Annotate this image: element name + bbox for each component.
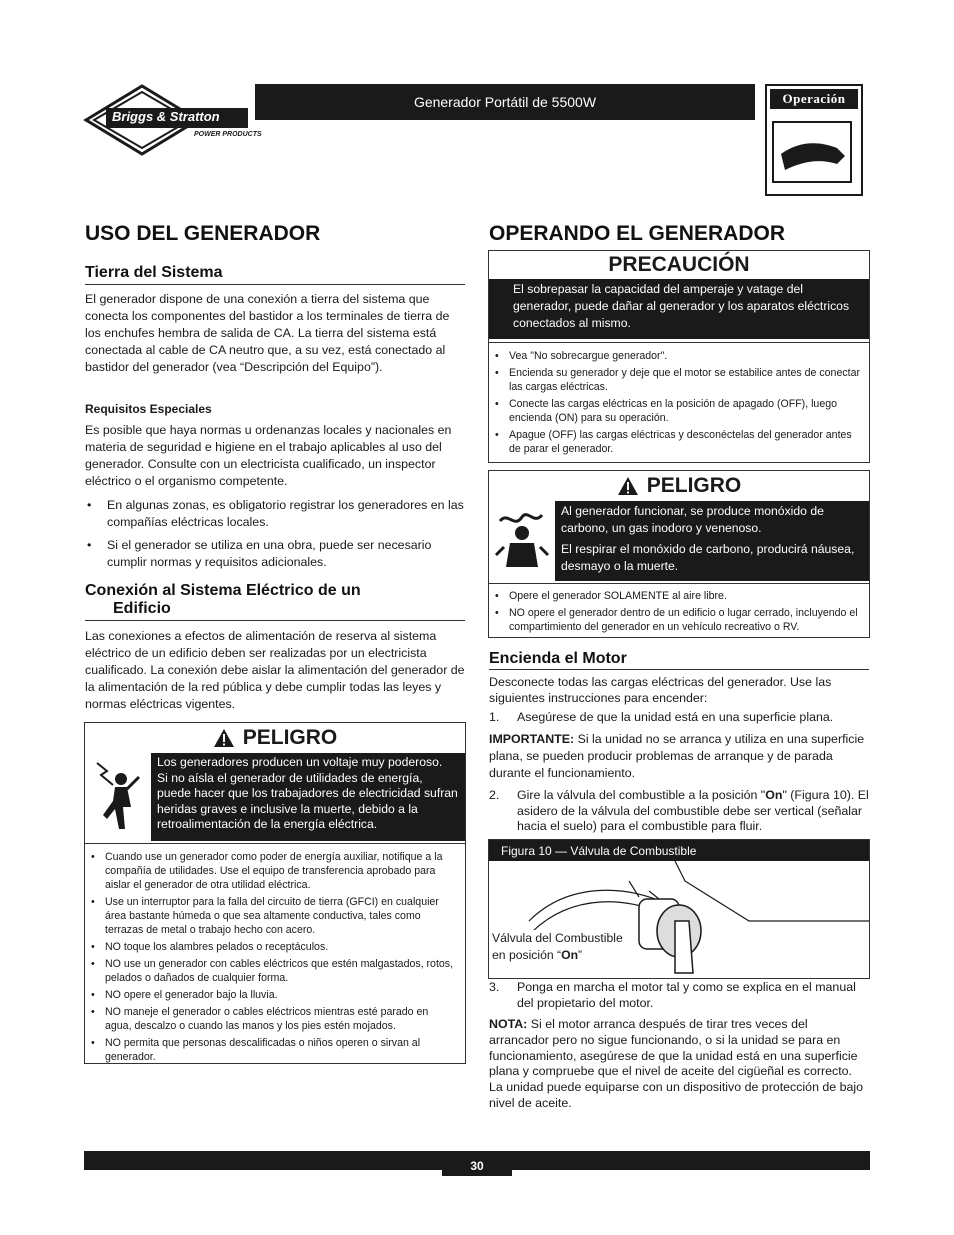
- warning-triangle-icon: [617, 476, 639, 496]
- requisitos-list: [85, 497, 465, 571]
- encienda-step-2: [489, 788, 869, 835]
- importante-label: IMPORTANTE:: [489, 732, 575, 746]
- encienda-heading-block: [489, 650, 869, 670]
- electric-shock-icon: [85, 753, 151, 837]
- encienda-intro: Desconecte todas las cargas eléctricas del generador. Use las siguientes instrucciones para encender:: [489, 675, 832, 705]
- peligro-dark-line: Si no aísla el generador de utilidades de energía, puede hacer que los trabajadores de electricidad sufran heridas graves e inclusive la muerte, debido a la retroalimentación de la energía eléctrica.: [157, 770, 458, 831]
- peligro-right-bullets-area: [489, 583, 869, 634]
- figure-label-text: en posición “: [492, 948, 562, 962]
- list-item: • Apague (OFF) las cargas eléctricas y desconéctelas del generador antes de parar el generador.: [493, 428, 861, 456]
- step-text-on: On: [765, 788, 783, 802]
- peligro-title: PELIGRO: [242, 726, 338, 749]
- encienda-heading: Encienda el Motor: [489, 650, 627, 667]
- nota-paragraph: [489, 1017, 869, 1112]
- conexion-heading-block: [85, 582, 465, 621]
- requisitos-paragraph: Es posible que haya normas u ordenanzas locales y nacionales en materia de seguridad e higiene en el trabajo aplicables al uso del generador. Consulte con un electricista cualificado, un inspector eléctrico o el organismo competente.: [85, 423, 452, 488]
- peligro-dark-line: El respirar el monóxido de carbono, producirá náusea, desmayo o la muerte.: [561, 542, 855, 573]
- nota-text: Si el motor arranca después de tirar tres veces del arrancador pero no sigue funcionando, o si la unidad se para en funcionamiento, asegúrese de que la unidad está en una superficie plana y compruebe que el nivel de aceite del cigüeñal es correcto. La unidad puede equiparse con un dispositivo de protección de bajo nivel de aceite.: [489, 1017, 864, 1110]
- operation-pull-icon: [767, 112, 857, 192]
- header-title-bar: [255, 84, 755, 120]
- list-item: • Opere el generador SOLAMENTE al aire libre.: [493, 589, 861, 603]
- step-number: 3.: [489, 980, 500, 994]
- conexion-heading-line2: Edificio: [113, 600, 171, 617]
- figure-caption-bar: [489, 840, 869, 861]
- peligro-right-dark-text: [555, 501, 869, 581]
- peligro-box-left: [84, 722, 466, 1064]
- step-text: Ponga en marcha el motor tal y como se explica en el manual del propietario del motor.: [517, 980, 856, 1010]
- figure-label-line1: Válvula del Combustible: [492, 931, 623, 945]
- page-number: [442, 1155, 512, 1176]
- list-item: • NO toque los alambres pelados o receptáculos.: [89, 940, 457, 954]
- peligro-dark-line: Los generadores producen un voltaje muy poderoso.: [157, 755, 443, 769]
- warning-triangle-icon: [213, 728, 235, 748]
- precaucion-box: [488, 250, 870, 463]
- precaucion-dark-text: [489, 279, 869, 339]
- figure-label-close: ”: [578, 948, 583, 962]
- left-section-heading: USO DEL GENERADOR: [85, 222, 321, 245]
- peligro-right-header: [489, 471, 869, 501]
- peligro-right-warning-row: [489, 501, 869, 581]
- list-item: • NO permita que personas descalificadas o niños operen o sirvan al generador.: [89, 1036, 457, 1064]
- conexion-heading-line1: Conexión al Sistema Eléctrico de un: [85, 582, 361, 599]
- peligro-warning-row: [85, 753, 465, 841]
- precaucion-dark-para: El sobrepasar la capacidad del amperaje y vatage del generador, puede dañar al generador y los aparatos eléctricos conectados al mismo.: [513, 282, 850, 330]
- figure-10: [488, 839, 870, 979]
- figure-label-on: On: [561, 948, 579, 962]
- list-item: • NO use un generador con cables eléctricos que estén malgastados, rotos, pelados o dañados de cualquier forma.: [89, 957, 457, 985]
- nota-label: NOTA:: [489, 1017, 528, 1031]
- section-badge: [765, 84, 863, 196]
- peligro-right-title: PELIGRO: [646, 474, 742, 497]
- importante-note: [489, 731, 869, 782]
- tierra-heading-block: [85, 264, 465, 285]
- tierra-paragraph: El generador dispone de una conexión a tierra del sistema que conecta los componentes del bastidor a los terminales de tierra de los enchufes hembra de salida de CA. La tierra del sistema está conectada al cable de CA neutro que, a su vez, está conectado al bastidor del generador (vea “Descripción del Equipo”).: [85, 292, 450, 374]
- briggs-stratton-logo: [82, 84, 262, 156]
- right-section-heading: OPERANDO EL GENERADOR: [489, 222, 785, 245]
- tierra-heading: Tierra del Sistema: [85, 264, 223, 281]
- figure-label-line2: [492, 947, 623, 964]
- list-item: • NO maneje el generador o cables eléctricos mientras esté parado en agua, descalzo o cuando las manos y los pies estén mojados.: [89, 1005, 457, 1033]
- step-text-b: " (Figura 10). El asidero de la válvula del combustible debe ser vertical (señalar hacia el suelo) para el combustible para fluir.: [517, 788, 869, 833]
- peligro-header: [85, 723, 465, 753]
- step-text-a: Gire la válvula del combustible a la posición ": [517, 788, 766, 802]
- requisitos-heading: Requisitos Especiales: [85, 402, 212, 416]
- toxic-fumes-icon: [489, 501, 555, 577]
- list-item: • NO opere el generador bajo la lluvia.: [89, 988, 457, 1002]
- precaucion-bullets-area: [489, 342, 869, 456]
- peligro-list: [89, 850, 457, 1064]
- conexion-paragraph: Las conexiones a efectos de alimentación de reserva al sistema eléctrico de un edificio deben ser realizadas por un electricista cualificado. La conexión debe aislar la alimentación del generador de la alimentación de la red pública y debe cumplir todas las leyes y normas eléctricas vigentes.: [85, 629, 465, 711]
- logo-sub-text: POWER PRODUCTS: [194, 131, 262, 138]
- step-text: Asegúrese de que la unidad está en una superficie plana.: [517, 710, 834, 724]
- list-item: • Encienda su generador y deje que el motor se estabilice antes de conectar las cargas eléctricas.: [493, 366, 861, 394]
- section-badge-label: Operación: [770, 89, 858, 109]
- encienda-step-1: [489, 709, 869, 726]
- step-number: 2.: [489, 788, 500, 802]
- logo-brand-text: Briggs & Stratton: [112, 109, 220, 124]
- list-item: • Vea "No sobrecargue generador".: [493, 349, 861, 363]
- peligro-box-right: [488, 470, 870, 638]
- list-item: • NO opere el generador dentro de un edificio o lugar cerrado, incluyendo el compartimiento del generador en un vehículo recreativo o RV.: [493, 606, 861, 634]
- precaucion-list: [493, 349, 861, 456]
- step-number: 1.: [489, 710, 500, 724]
- peligro-dark-text: [151, 753, 465, 841]
- peligro-right-list: [493, 589, 861, 634]
- list-item: • Use un interruptor para la falla del circuito de tierra (GFCI) en cualquier área bastante húmeda o que sea altamente conductiva, tales como terrazas de metal o trabajo hecho con acero.: [89, 895, 457, 937]
- encienda-step-3: [489, 980, 869, 1011]
- precaucion-title: PRECAUCIÓN: [608, 253, 750, 276]
- list-item: • Cuando use un generador como poder de energía auxiliar, notifique a la compañía de utilidades. Use el equipo de transferencia aprobado para aislar el generador de otra utilidad eléctrica.: [89, 850, 457, 892]
- list-item: • En algunas zonas, es obligatorio registrar los generadores en las compañías eléctricas locales.: [85, 497, 465, 531]
- importante-text: Si la unidad no se arranca y utiliza en una superficie plana, se pueden producir problemas de arranque y de parada durante el funcionamiento.: [489, 732, 865, 780]
- list-item: • Si el generador se utiliza en una obra, puede ser necesario cumplir normas y requisitos adicionales.: [85, 537, 465, 571]
- header-title: Generador Portátil de 5500W: [413, 94, 597, 110]
- figure-caption: Figura 10 — Válvula de Combustible: [501, 843, 697, 858]
- list-item: • Conecte las cargas eléctricas en la posición de apagado (OFF), luego encienda (ON) para su operación.: [493, 397, 861, 425]
- peligro-dark-line: Al generador funcionar, se produce monóxido de carbono, un gas inodoro y venenoso.: [561, 504, 824, 535]
- peligro-bullets-area: [85, 843, 465, 1064]
- figure-callout: [492, 930, 623, 964]
- precaucion-header: [489, 251, 869, 279]
- page-number-text: 30: [470, 1158, 484, 1173]
